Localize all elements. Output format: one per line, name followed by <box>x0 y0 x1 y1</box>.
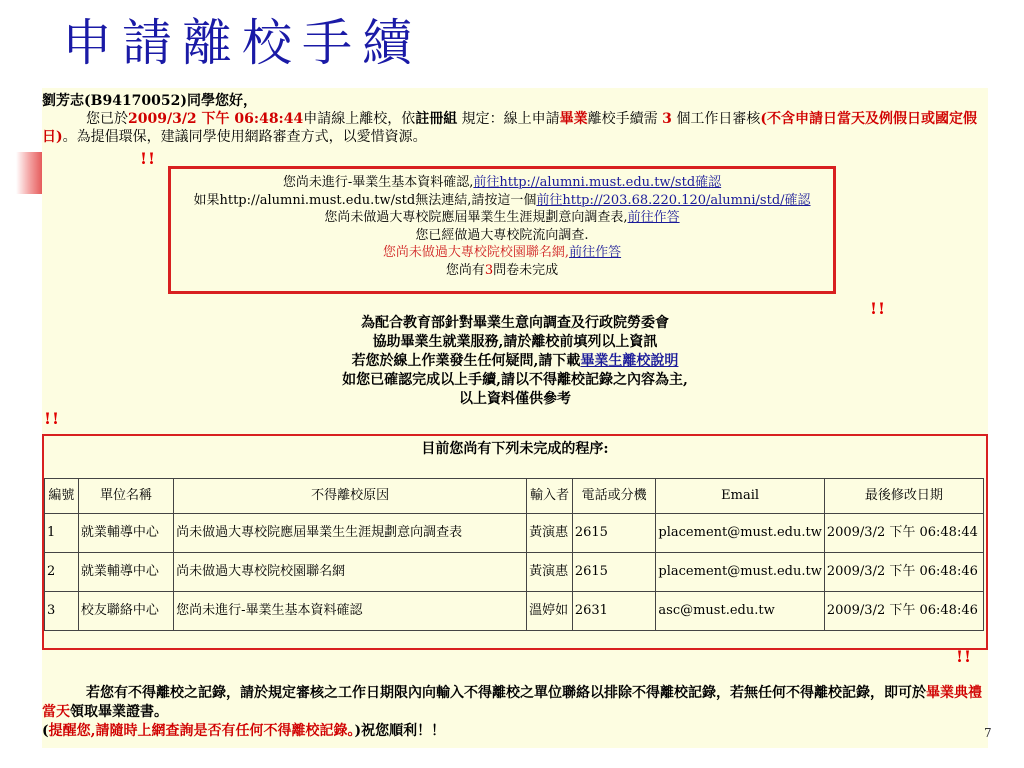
notice-line-5: 以上資料僅供參考 <box>459 391 571 407</box>
notice-line-1: 為配合教育部針對畢業生意向調查及行政院勞委會 <box>361 315 669 331</box>
status-box <box>168 166 836 294</box>
accent-bar <box>16 152 44 194</box>
application-message <box>42 110 982 146</box>
guidance-notice <box>42 314 988 409</box>
row-number: 2 <box>45 553 79 592</box>
email: placement@must.edu.tw <box>656 514 824 553</box>
hold-reason: 尚未做過大專校院校園聯名網 <box>174 553 527 592</box>
notice-line-2: 協助畢業生就業服務,請於離校前填列以上資訊 <box>372 334 658 350</box>
status-line-2: 如果http://alumni.must.edu.tw/std無法連結,請按這一個前往http://203.68.220.120/alumni/std/確認 <box>193 192 811 208</box>
footer-paragraph: 若您有不得離校之記錄，請於規定審核之工作日期限內向輸入不得離校之單位聯絡以排除不得離校記錄，若無任何不得離校記錄，即可於畢業典禮當天領取畢業證書。 <box>42 685 982 720</box>
table-row <box>45 514 984 553</box>
table-row <box>45 553 984 592</box>
pending-procedures-frame <box>42 434 988 650</box>
msg-part1: 您已於 <box>86 111 128 127</box>
registrar-office: 註冊組 <box>415 111 458 127</box>
entered-by: 黃演惠 <box>527 514 573 553</box>
slide-title: 申請離校手續 <box>62 14 422 72</box>
row-number: 1 <box>45 514 79 553</box>
exclusion-note: (不含申請日當天及例假日或國定假日) <box>42 111 977 145</box>
hold-reason: 您尚未進行-畢業生基本資料確認 <box>174 592 527 631</box>
unit-name: 就業輔導中心 <box>78 553 173 592</box>
graduation-ceremony-day: 畢業典禮當天 <box>42 685 982 720</box>
column-header: 不得離校原因 <box>174 479 527 514</box>
notice-line-4: 如您已確認完成以上手續,請以不得離校記錄之內容為主, <box>342 372 688 388</box>
column-header: 編號 <box>45 479 79 514</box>
pending-survey-count: 3 <box>484 262 494 278</box>
email: placement@must.edu.tw <box>656 553 824 592</box>
table-row <box>45 592 984 631</box>
column-header: 單位名稱 <box>78 479 173 514</box>
row-number: 3 <box>45 592 79 631</box>
callout-mark-3: !! <box>44 409 61 428</box>
msg-part2: 申請線上離校，依 <box>303 111 416 127</box>
status-line-1: 您尚未進行-畢業生基本資料確認,前往http://alumni.must.edu.tw/std確認 <box>282 175 722 190</box>
status-line-6: 您尚有3問卷未完成 <box>445 262 559 278</box>
status-line-4: 您已經做過大專校院流向調查. <box>415 227 589 243</box>
msg-part5: 個工作日審核 <box>671 111 761 127</box>
pending-procedures-heading: 目前您尚有下列未完成的程序: <box>421 441 609 457</box>
column-header: Email <box>656 479 824 514</box>
graduate-word: 畢業 <box>559 111 588 127</box>
review-days: 3 <box>662 111 672 127</box>
status-line-3: 您尚未做過大專校院應屆畢業生生涯規劃意向調查表,前往作答 <box>324 210 680 225</box>
table-header-row <box>45 479 984 514</box>
campus-network-link[interactable]: 前往作答 <box>569 245 622 260</box>
msg-part4: 離校手續需 <box>587 111 663 127</box>
email: asc@must.edu.tw <box>656 592 824 631</box>
phone-ext: 2631 <box>572 592 656 631</box>
notice-line-3: 若您於線上作業發生任何疑問,請下載畢業生離校說明 <box>351 353 679 369</box>
column-header: 輸入者 <box>527 479 573 514</box>
last-modified: 2009/3/2 下午 06:48:46 <box>824 553 983 592</box>
application-datetime: 2009/3/2 下午 06:48:44 <box>128 111 304 127</box>
unit-name: 就業輔導中心 <box>78 514 173 553</box>
column-header: 電話或分機 <box>572 479 656 514</box>
footer-instructions <box>42 684 982 741</box>
alumni-alt-confirm-link[interactable]: 前往http://203.68.220.120/alumni/std/確認 <box>536 192 811 208</box>
page-number: 7 <box>984 726 992 740</box>
last-modified: 2009/3/2 下午 06:48:44 <box>824 514 983 553</box>
entered-by: 黃演惠 <box>527 553 573 592</box>
entered-by: 溫婷如 <box>527 592 573 631</box>
greeting: 劉芳志(B94170052)同學您好， <box>42 93 258 109</box>
leave-guide-download-link[interactable]: 畢業生離校說明 <box>580 353 679 369</box>
footer-reminder: (提醒您,請隨時上網查詢是否有任何不得離校記錄。)祝您順利！！ <box>42 723 446 739</box>
msg-part3: 規定：線上申請 <box>457 111 560 127</box>
callout-mark-1: !! <box>140 149 157 168</box>
leave-status-panel <box>42 88 988 748</box>
alumni-confirm-link[interactable]: 前往http://alumni.must.edu.tw/std確認 <box>473 175 722 190</box>
hold-reason: 尚未做過大專校院應屆畢業生生涯規劃意向調查表 <box>174 514 527 553</box>
phone-ext: 2615 <box>572 553 656 592</box>
msg-part6: 。為提倡環保，建議同學使用網路審查方式，以愛惜資源。 <box>62 129 427 145</box>
phone-ext: 2615 <box>572 514 656 553</box>
last-modified: 2009/3/2 下午 06:48:46 <box>824 592 983 631</box>
callout-mark-4: !! <box>956 647 973 666</box>
callout-mark-2: !! <box>870 299 887 318</box>
unit-name: 校友聯絡中心 <box>78 592 173 631</box>
career-survey-link[interactable]: 前往作答 <box>627 210 680 225</box>
status-line-5: 您尚未做過大專校院校園聯名網,前往作答 <box>382 245 622 260</box>
column-header: 最後修改日期 <box>824 479 983 514</box>
pending-procedures-table <box>44 478 984 631</box>
reminder-text: 提醒您,請隨時上網查詢是否有任何不得離校記錄。 <box>48 723 355 739</box>
